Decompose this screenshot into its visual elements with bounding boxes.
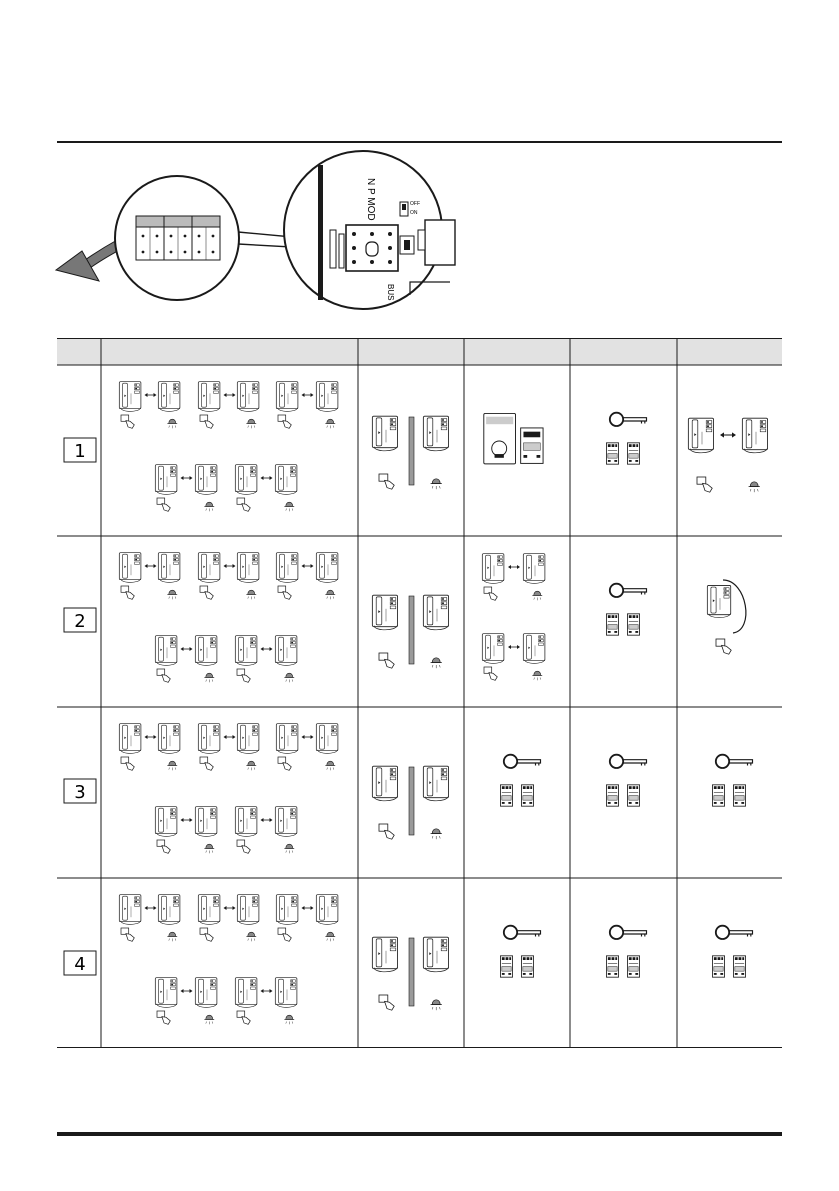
bell-icon bbox=[167, 761, 177, 770]
din-module bbox=[712, 785, 724, 806]
row-number-2 bbox=[64, 608, 96, 632]
press-icon bbox=[237, 498, 250, 511]
handset-unit bbox=[423, 766, 448, 801]
handset-unit bbox=[198, 553, 220, 583]
bell-icon bbox=[284, 502, 294, 511]
handset-unit bbox=[688, 418, 713, 453]
handset-unit bbox=[155, 978, 177, 1008]
press-icon bbox=[157, 669, 170, 682]
press-icon bbox=[200, 415, 213, 428]
press-icon bbox=[484, 667, 497, 680]
press-icon bbox=[157, 1011, 170, 1024]
handset-unit bbox=[275, 636, 297, 666]
din-module bbox=[606, 614, 618, 635]
press-icon bbox=[379, 474, 394, 489]
key-icon bbox=[716, 755, 753, 768]
handset-unit bbox=[195, 636, 217, 666]
table-grid bbox=[57, 338, 782, 1048]
handset-unit bbox=[198, 382, 220, 412]
bell-icon bbox=[246, 419, 256, 428]
press-icon bbox=[697, 477, 712, 492]
double-arrow-icon bbox=[302, 906, 314, 910]
bell-icon bbox=[325, 419, 335, 428]
bell-icon bbox=[325, 932, 335, 941]
press-icon bbox=[121, 757, 134, 770]
handset-unit bbox=[482, 554, 504, 584]
double-arrow-icon bbox=[181, 989, 193, 993]
double-arrow-icon bbox=[224, 735, 236, 739]
handset-unit bbox=[316, 724, 338, 754]
wall-divider bbox=[409, 596, 414, 664]
press-icon bbox=[237, 669, 250, 682]
din-module bbox=[733, 956, 745, 977]
din-module bbox=[712, 956, 724, 977]
press-icon bbox=[237, 840, 250, 853]
double-arrow-icon bbox=[181, 818, 193, 822]
handset-unit bbox=[482, 634, 504, 664]
double-arrow-icon bbox=[181, 476, 193, 480]
handset-unit bbox=[372, 416, 397, 451]
press-icon bbox=[716, 639, 731, 654]
key-icon bbox=[610, 413, 647, 426]
din-module bbox=[606, 443, 618, 464]
press-icon bbox=[379, 995, 394, 1010]
press-icon bbox=[278, 757, 291, 770]
handset-unit bbox=[237, 895, 259, 925]
handset-unit bbox=[276, 895, 298, 925]
svg-text:1: 1 bbox=[74, 441, 86, 462]
svg-text:2: 2 bbox=[74, 611, 86, 632]
handset-unit bbox=[372, 595, 397, 630]
handset-unit bbox=[742, 418, 767, 453]
double-arrow-icon bbox=[145, 906, 157, 910]
handset-unit bbox=[237, 553, 259, 583]
handset-unit bbox=[119, 724, 141, 754]
handset-unit bbox=[523, 554, 545, 584]
key-icon bbox=[504, 755, 541, 768]
handset-unit bbox=[423, 595, 448, 630]
double-arrow-icon bbox=[261, 818, 273, 822]
handset-unit bbox=[523, 634, 545, 664]
handset-unit bbox=[316, 553, 338, 583]
bell-icon bbox=[204, 502, 214, 511]
handset-unit bbox=[423, 416, 448, 451]
handset-unit bbox=[158, 382, 180, 412]
din-module bbox=[521, 785, 533, 806]
press-icon bbox=[121, 586, 134, 599]
handset-unit bbox=[235, 636, 257, 666]
double-arrow-icon bbox=[302, 393, 314, 397]
dip-switch-zoom-bubble bbox=[115, 176, 239, 300]
double-arrow-icon bbox=[302, 735, 314, 739]
key-icon bbox=[504, 926, 541, 939]
press-icon bbox=[379, 824, 394, 839]
handset-unit bbox=[235, 978, 257, 1008]
bell-icon bbox=[246, 932, 256, 941]
din-module bbox=[500, 956, 512, 977]
handset-unit bbox=[195, 807, 217, 837]
bell-icon bbox=[431, 1000, 442, 1010]
top-rule bbox=[57, 141, 782, 143]
row-number-4 bbox=[64, 951, 96, 975]
handset-unit bbox=[235, 465, 257, 495]
svg-text:4: 4 bbox=[74, 954, 86, 975]
press-icon bbox=[200, 586, 213, 599]
handset-unit bbox=[195, 978, 217, 1008]
handset-unit bbox=[275, 807, 297, 837]
handset-unit bbox=[372, 937, 397, 972]
bottom-rule bbox=[57, 1132, 782, 1136]
double-arrow-icon bbox=[302, 564, 314, 568]
din-module bbox=[627, 443, 639, 464]
bell-icon bbox=[167, 419, 177, 428]
configuration-table bbox=[57, 338, 782, 1048]
handset-unit bbox=[237, 382, 259, 412]
bell-icon bbox=[284, 1015, 294, 1024]
din-module bbox=[606, 956, 618, 977]
press-icon bbox=[237, 1011, 250, 1024]
bell-icon bbox=[325, 761, 335, 770]
bell-icon bbox=[167, 590, 177, 599]
key-icon bbox=[610, 584, 647, 597]
double-arrow-icon bbox=[224, 564, 236, 568]
key-icon bbox=[610, 926, 647, 939]
handset-unit bbox=[372, 766, 397, 801]
handset-unit bbox=[155, 636, 177, 666]
row-number-1 bbox=[64, 438, 96, 462]
press-icon bbox=[200, 757, 213, 770]
press-icon bbox=[121, 928, 134, 941]
handset-unit bbox=[198, 895, 220, 925]
row-number-3 bbox=[64, 779, 96, 803]
press-icon bbox=[157, 840, 170, 853]
illustration-layer bbox=[119, 382, 767, 1025]
double-arrow-icon bbox=[508, 645, 520, 649]
din-module bbox=[627, 785, 639, 806]
press-icon bbox=[200, 928, 213, 941]
double-arrow-icon bbox=[261, 647, 273, 651]
dip-switch-diagram bbox=[50, 150, 470, 310]
handset-unit bbox=[195, 465, 217, 495]
bell-icon bbox=[431, 479, 442, 489]
handset-unit bbox=[235, 807, 257, 837]
bell-icon bbox=[532, 591, 542, 600]
din-module bbox=[521, 956, 533, 977]
press-icon bbox=[278, 928, 291, 941]
handset-unit bbox=[158, 724, 180, 754]
din-module bbox=[627, 614, 639, 635]
bell-icon bbox=[284, 844, 294, 853]
press-icon bbox=[484, 587, 497, 600]
press-icon bbox=[278, 586, 291, 599]
bell-icon bbox=[749, 482, 760, 492]
key-icon bbox=[716, 926, 753, 939]
din-module bbox=[606, 785, 618, 806]
key-icon bbox=[610, 755, 647, 768]
handset-unit bbox=[237, 724, 259, 754]
din-module bbox=[500, 785, 512, 806]
double-arrow-icon bbox=[508, 565, 520, 569]
wall-divider bbox=[409, 417, 414, 485]
handset-unit bbox=[423, 937, 448, 972]
handset-unit bbox=[276, 724, 298, 754]
handset-unit bbox=[119, 553, 141, 583]
double-arrow-icon bbox=[145, 564, 157, 568]
svg-text:3: 3 bbox=[74, 782, 86, 803]
module-label: N P MOD bbox=[365, 178, 376, 221]
handset-unit bbox=[316, 382, 338, 412]
double-arrow-icon bbox=[181, 647, 193, 651]
handset-unit bbox=[198, 724, 220, 754]
bell-icon bbox=[431, 658, 442, 668]
handset-unit bbox=[158, 895, 180, 925]
wall-divider bbox=[409, 767, 414, 835]
din-module bbox=[733, 785, 745, 806]
press-icon bbox=[157, 498, 170, 511]
double-arrow-icon bbox=[720, 432, 736, 437]
bell-icon bbox=[246, 590, 256, 599]
device-detail-bubble bbox=[284, 151, 455, 309]
handset-unit bbox=[155, 807, 177, 837]
double-arrow-icon bbox=[261, 476, 273, 480]
bus-label: BUS bbox=[386, 284, 395, 301]
table-header-row bbox=[57, 338, 782, 365]
bell-icon bbox=[325, 590, 335, 599]
switch-on-label: ON bbox=[410, 210, 418, 216]
switch-off-label: OFF bbox=[410, 201, 420, 207]
handset-unit bbox=[119, 382, 141, 412]
handset-unit bbox=[707, 585, 730, 617]
handset-unit bbox=[158, 553, 180, 583]
press-icon bbox=[121, 415, 134, 428]
handset-unit bbox=[275, 465, 297, 495]
wall-divider bbox=[409, 938, 414, 1006]
bell-icon bbox=[431, 829, 442, 839]
press-icon bbox=[379, 653, 394, 668]
din-module bbox=[627, 956, 639, 977]
handset-unit bbox=[155, 465, 177, 495]
bell-icon bbox=[204, 1015, 214, 1024]
handset-unit bbox=[276, 382, 298, 412]
bell-icon bbox=[167, 932, 177, 941]
double-arrow-icon bbox=[224, 906, 236, 910]
bell-icon bbox=[284, 673, 294, 682]
handset-unit bbox=[316, 895, 338, 925]
double-arrow-icon bbox=[224, 393, 236, 397]
handset-unit bbox=[276, 553, 298, 583]
handset-unit bbox=[275, 978, 297, 1008]
handset-unit bbox=[119, 895, 141, 925]
double-arrow-icon bbox=[145, 393, 157, 397]
bell-icon bbox=[204, 673, 214, 682]
bell-icon bbox=[204, 844, 214, 853]
press-icon bbox=[278, 415, 291, 428]
double-arrow-icon bbox=[145, 735, 157, 739]
control-unit bbox=[484, 413, 543, 463]
bell-icon bbox=[246, 761, 256, 770]
bell-icon bbox=[532, 671, 542, 680]
double-arrow-icon bbox=[261, 989, 273, 993]
